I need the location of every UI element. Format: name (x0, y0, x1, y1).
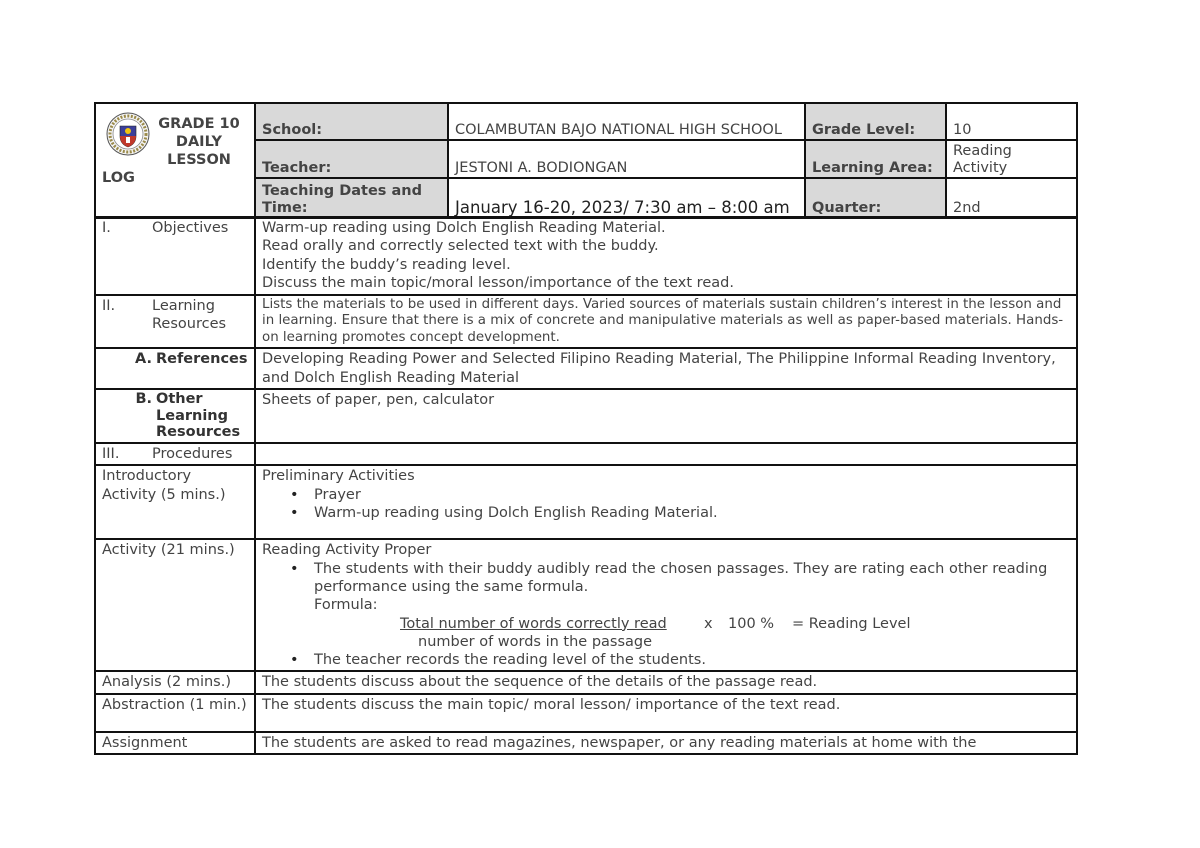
assignment-row (95, 732, 1077, 754)
activity-row (95, 539, 1077, 671)
dates-value: January 16-20, 2023/ 7:30 am – 8:00 am (448, 178, 805, 218)
list-item: • The students with their buddy audibly read the chosen passages. They are rating each other reading performance using the same formula. (314, 560, 1070, 597)
objectives-label: I. Objectives (95, 217, 255, 295)
teacher-label: Teacher: (255, 140, 448, 178)
abstraction-content: The students discuss the main topic/ moral lesson/ importance of the text read. (255, 694, 1077, 732)
objective-item: Warm-up reading using Dolch English Reading Material. (262, 220, 666, 236)
assignment-content: The students are asked to read magazines, newspaper, or any reading materials at home with the (255, 732, 1077, 754)
formula-line (262, 615, 1070, 633)
other-resources-row (95, 389, 1077, 443)
grade-level-value: 10 (946, 103, 1077, 140)
dates-label: Teaching Dates and Time: (255, 178, 448, 218)
introductory-content (255, 465, 1077, 539)
quarter-value: 2nd (946, 178, 1077, 218)
school-value: COLAMBUTAN BAJO NATIONAL HIGH SCHOOL (448, 103, 805, 140)
formula-times: x (704, 615, 713, 632)
other-resources-content: Sheets of paper, pen, calculator (255, 389, 1077, 443)
formula-label: Formula: (314, 597, 378, 614)
quarter-label: Quarter: (805, 178, 946, 218)
lesson-log-title-log: LOG (102, 170, 135, 186)
objective-item: Read orally and correctly selected text with the buddy. (262, 238, 659, 255)
resources-row (95, 295, 1077, 349)
objectives-row (95, 217, 1077, 295)
assignment-label: Assignment (95, 732, 255, 754)
procedures-content (255, 443, 1077, 465)
analysis-row (95, 671, 1077, 693)
formula-percent: 100 % (728, 615, 775, 632)
formula-denominator: number of words in the passage (418, 633, 653, 650)
teacher-value: JESTONI A. BODIONGAN (448, 140, 805, 178)
abstraction-row (95, 694, 1077, 732)
introductory-label: Introductory Activity (5 mins.) (95, 465, 255, 539)
title-cell (95, 103, 255, 218)
grade-level-label: Grade Level: (805, 103, 946, 140)
references-label: A. References (95, 348, 255, 389)
deped-seal-icon (106, 112, 150, 156)
school-label: School: (255, 103, 448, 140)
introductory-heading: Preliminary Activities (262, 468, 415, 485)
references-content: Developing Reading Power and Selected Filipino Reading Material, The Philippine Informal Reading Inventory, and Dolch English Reading Material (255, 348, 1077, 389)
header-table (94, 102, 1078, 219)
procedures-label: III. Procedures (95, 443, 255, 465)
analysis-content: The students discuss about the sequence of the details of the passage read. (255, 671, 1077, 693)
formula-result: = Reading Level (792, 615, 911, 632)
activity-heading: Reading Activity Proper (262, 542, 432, 559)
references-row (95, 348, 1077, 389)
resources-label: II. Learning Resources (95, 295, 255, 349)
abstraction-label: Abstraction (1 min.) (95, 694, 255, 732)
objectives-content (255, 217, 1077, 295)
activity-content (255, 539, 1077, 671)
objective-item: Discuss the main topic/moral lesson/importance of the text read. (262, 275, 734, 292)
learning-area-label: Learning Area: (805, 140, 946, 178)
resources-content: Lists the materials to be used in different days. Varied sources of materials sustain children’s interest in the lesson and in learning. Ensure that there is a mix of concrete and manipulative materials as well as paper-based materials. Hands-on learning promotes concept development. (255, 295, 1077, 349)
formula-numerator: Total number of words correctly read (400, 615, 667, 632)
list-item: • The teacher records the reading level of the students. (314, 651, 1070, 669)
objective-item: Identify the buddy’s reading level. (262, 256, 511, 273)
list-item: • Prayer (314, 486, 1070, 504)
lesson-log-title: GRADE 10 DAILY LESSON (158, 116, 240, 168)
procedures-row (95, 443, 1077, 465)
analysis-label: Analysis (2 mins.) (95, 671, 255, 693)
learning-area-value: Reading Activity (946, 140, 1077, 178)
other-resources-label: B. Other Learning Resources (95, 389, 255, 443)
introductory-row (95, 465, 1077, 539)
procedure-table (94, 216, 1078, 755)
activity-label: Activity (21 mins.) (95, 539, 255, 671)
list-item: • Warm-up reading using Dolch English Reading Material. (314, 504, 1070, 522)
formula-denominator-line (262, 633, 1070, 651)
